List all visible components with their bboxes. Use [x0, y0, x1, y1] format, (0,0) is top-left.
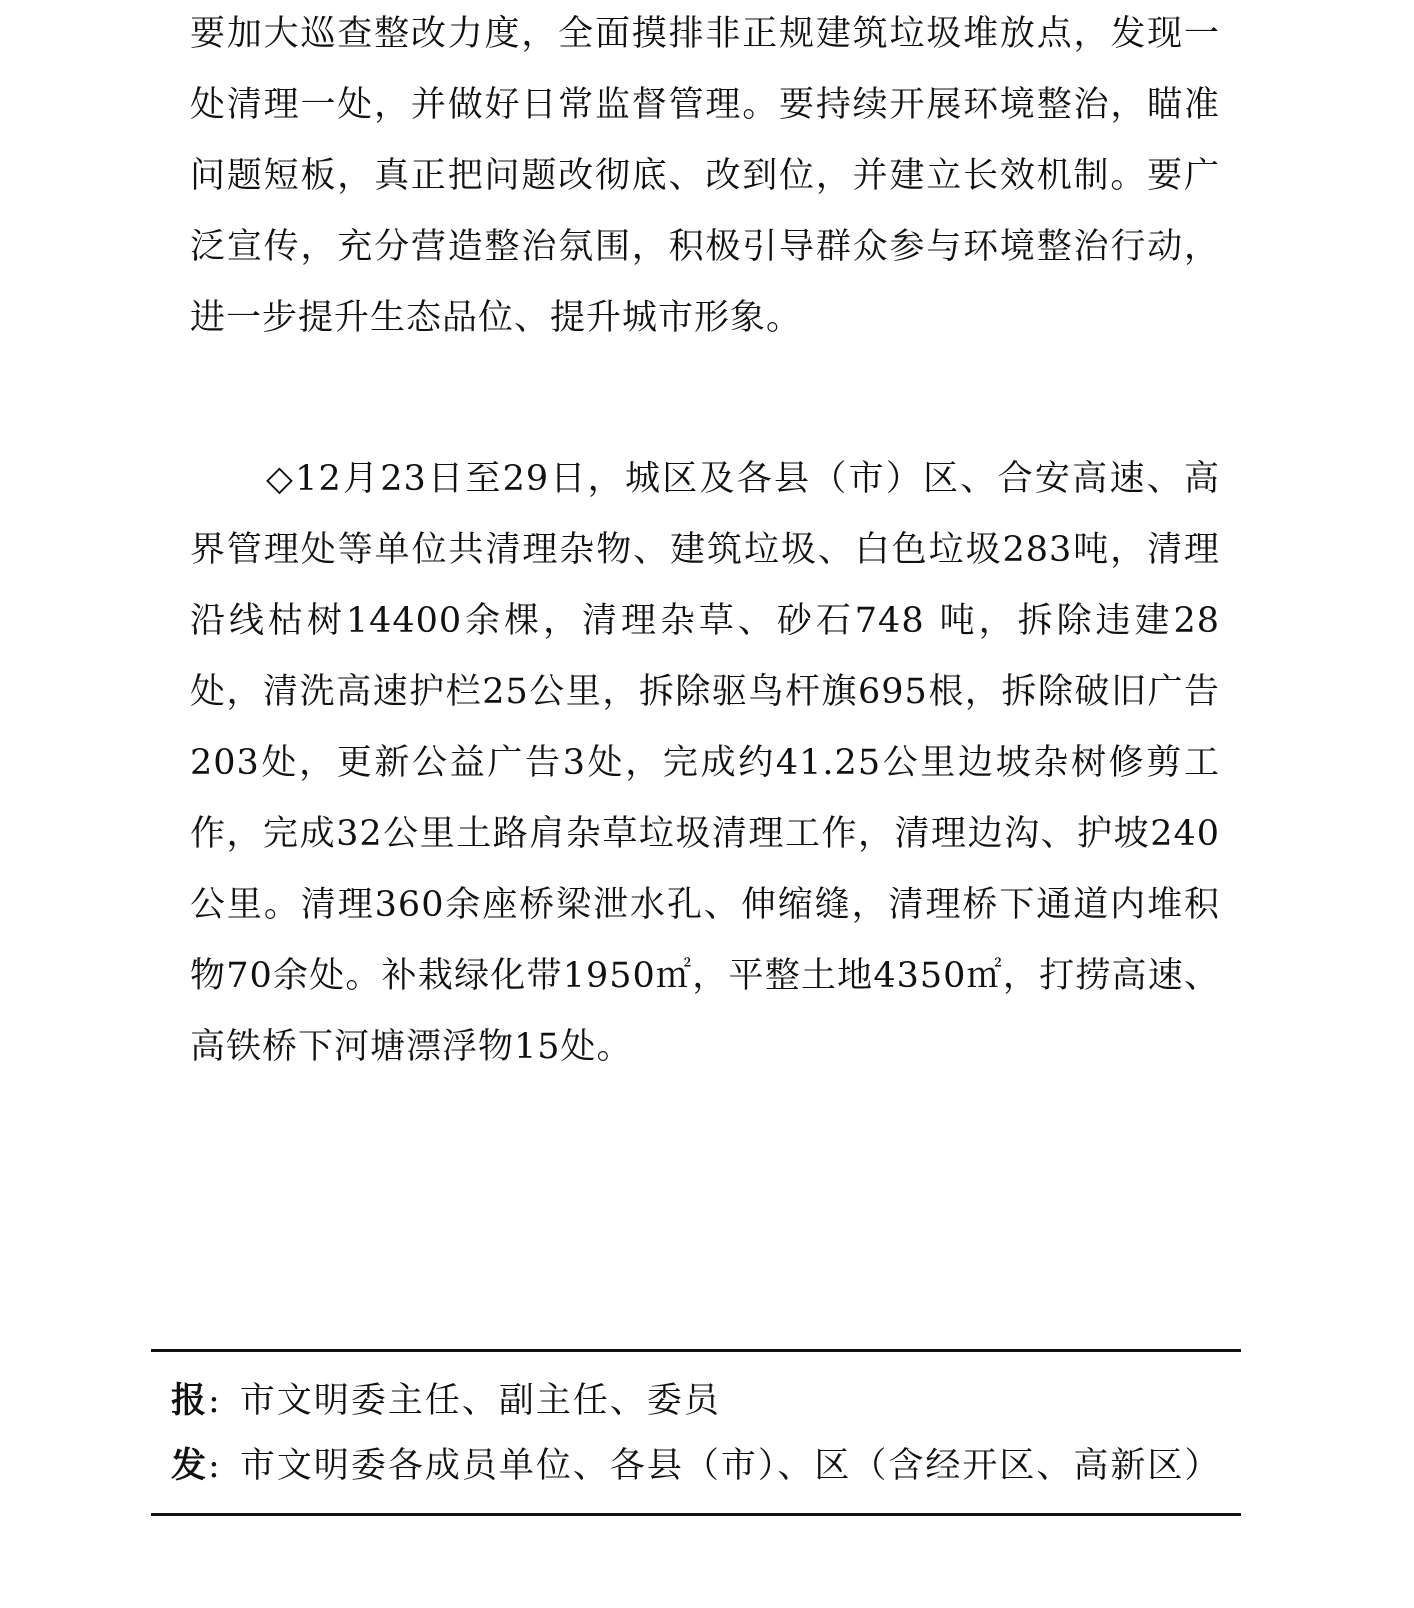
distribution-send-line [171, 1444, 1221, 1488]
send-label: 发 [171, 1446, 209, 1486]
report-label: 报 [171, 1381, 209, 1421]
send-colon: : [208, 1446, 222, 1486]
send-recipients: 市文明委各成员单位、各县（市）、区（含经开区、高新区） [239, 1446, 1222, 1486]
distribution-top-rule [151, 1349, 1241, 1352]
distribution-bottom-rule [151, 1513, 1241, 1516]
body-paragraph-2: ◇12月23日至29日，城区及各县（市）区、合安高速、高界管理处等单位共清理杂物、建筑垃圾、白色垃圾283吨，清理沿线枯树14400余棵，清理杂草、砂石748 吨，拆除违建28处，清洗高速护栏25公里，拆除驱鸟杆旗695根，拆除破旧广告203处，更新公益广告3处，完成约41.25公里边坡杂树修剪工作，完成32公里土路肩杂草垃圾清理工作，清理边沟、护坡240公里。清理360余座桥梁泄水孔、伸缩缝，清理桥下通道内堆积物70余处。补栽绿化带1950㎡，平整土地4350㎡，打捞高速、高铁桥下河塘漂浮物15处。 [190, 459, 1220, 1067]
report-colon: : [208, 1381, 222, 1421]
body-paragraph-1: 要加大巡查整改力度，全面摸排非正规建筑垃圾堆放点，发现一处清理一处，并做好日常监督管理。要持续开展环境整治，瞄准问题短板，真正把问题改彻底、改到位，并建立长效机制。要广泛宣传，充分营造整治氛围，积极引导群众参与环境整治行动，进一步提升生态品位、提升城市形象。 [190, 14, 1220, 338]
distribution-report-line [171, 1379, 721, 1423]
report-recipients: 市文明委主任、副主任、委员 [239, 1381, 721, 1421]
